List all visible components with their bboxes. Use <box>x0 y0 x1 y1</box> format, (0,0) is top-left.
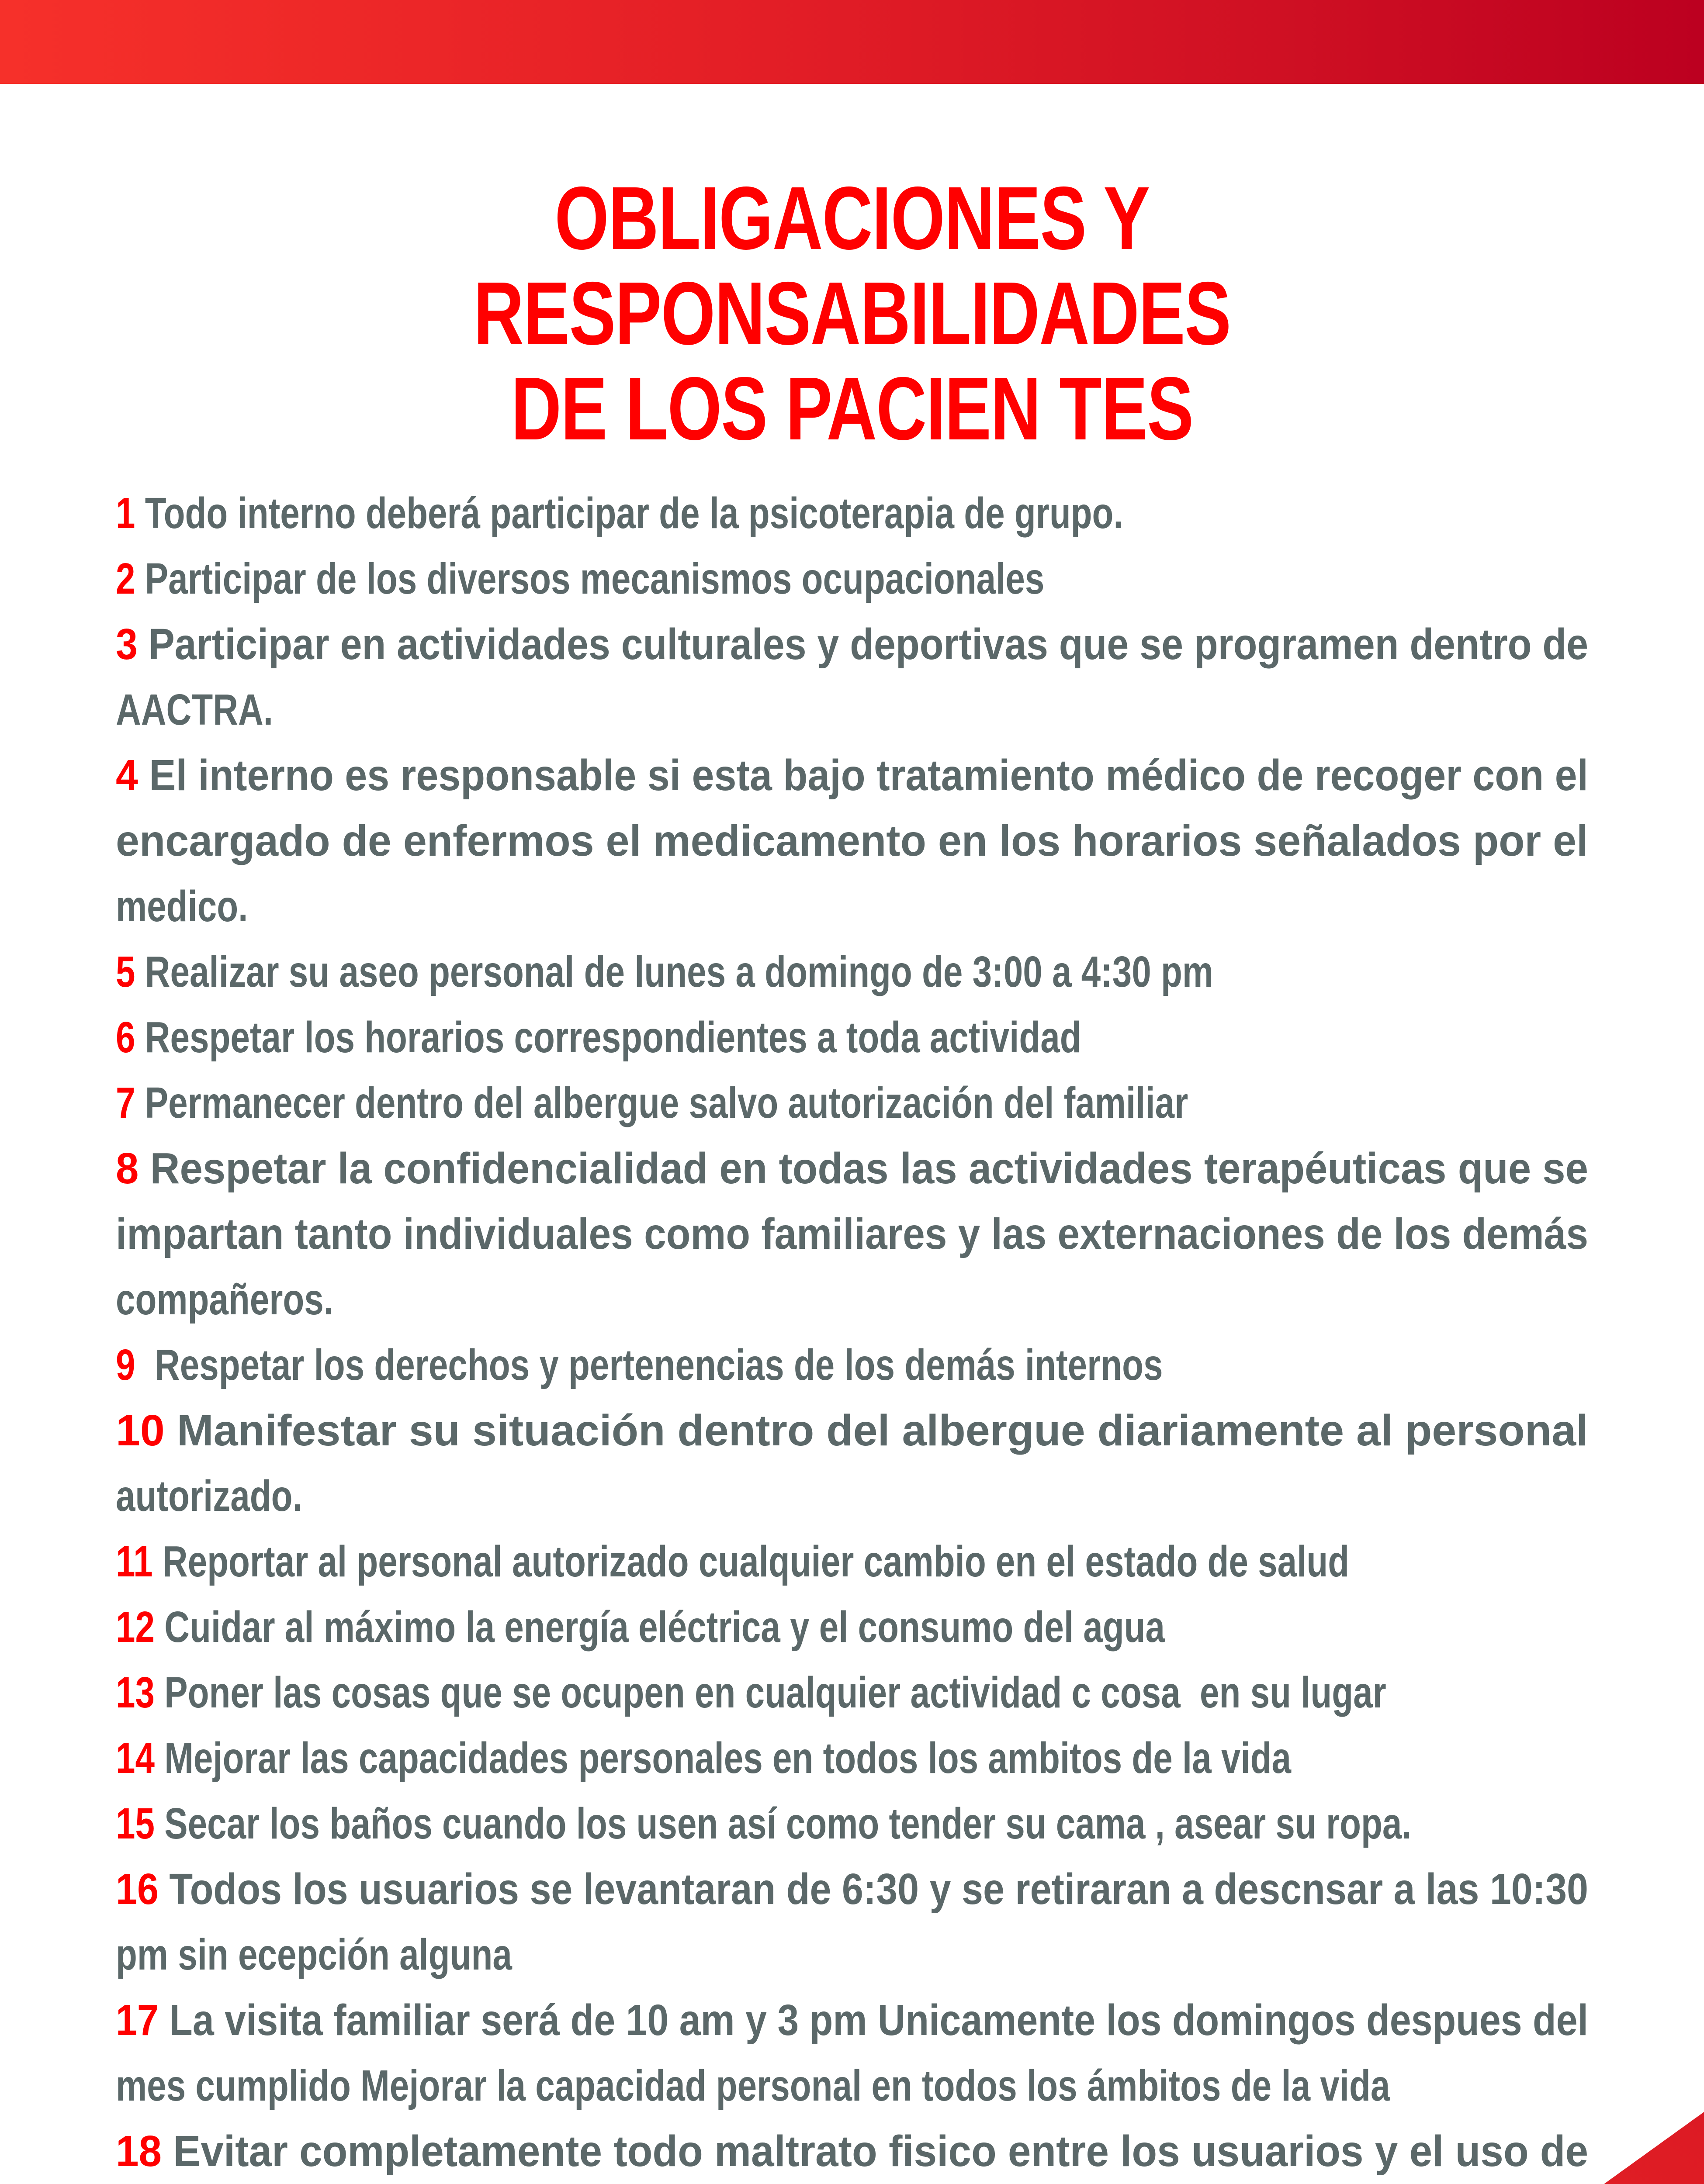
rule-text-wrap <box>116 1005 1081 1070</box>
rule-text: medico. <box>116 882 248 931</box>
rule-number: 4 <box>116 751 138 800</box>
rule-text-wrap <box>116 1725 1291 1791</box>
rule-number: 11 <box>116 1537 153 1586</box>
rule-line <box>116 1267 1588 1332</box>
title-line: RESPONSABILIDADES <box>473 263 1231 363</box>
rule-text-wrap <box>116 546 1044 612</box>
rule-text-wrap <box>116 1463 302 1529</box>
rule-line <box>116 1660 1588 1725</box>
rule-text: mes cumplido Mejorar la capacidad personal en todos los ámbitos de la vida <box>116 2061 1390 2110</box>
rule-number: 1 <box>116 489 135 538</box>
rule-text: Manifestar su situación dentro del albergue diariamente al personal <box>177 1406 1588 1455</box>
rule-text: Respetar los horarios correspondientes a toda actividad <box>145 1013 1081 1062</box>
rule-text: Cuidar al máximo la energía eléctrica y el consumo del agua <box>164 1603 1165 1652</box>
rule-number: 13 <box>116 1668 155 1717</box>
rule-line <box>116 1463 1588 1529</box>
rule-text: encargado de enfermos el medicamento en los horarios señalados por el <box>116 816 1588 865</box>
rule-text-wrap <box>116 1856 1588 1922</box>
rule-number: 12 <box>116 1603 155 1652</box>
rule-text: Poner las cosas que se ocupen en cualquier actividad c cosa en su lugar <box>164 1668 1386 1717</box>
rule-line <box>116 1922 1588 1987</box>
rule-text: Participar de los diversos mecanismos ocupacionales <box>145 554 1045 603</box>
rule-text-wrap <box>116 1070 1188 1136</box>
rule-text: Realizar su aseo personal de lunes a domingo de 3:00 a 4:30 pm <box>145 947 1214 996</box>
rule-number: 2 <box>116 554 135 603</box>
rule-text-wrap <box>116 1136 1588 1201</box>
rule-text: Respetar los derechos y pertenencias de los demás internos <box>145 1341 1163 1389</box>
rule-number: 16 <box>116 1865 159 1914</box>
rule-line <box>116 808 1588 874</box>
rule-line <box>116 1398 1588 1463</box>
rule-number: 5 <box>116 947 135 996</box>
rule-number: 18 <box>116 2127 162 2176</box>
rule-text: Participar en actividades culturales y deportivas que se programen dentro de <box>148 620 1589 669</box>
rule-line <box>116 1070 1588 1136</box>
rule-line <box>116 874 1588 939</box>
rule-text-wrap <box>116 1987 1588 2053</box>
rule-line <box>116 612 1588 677</box>
rule-line <box>116 1791 1588 1856</box>
rule-line <box>116 1005 1588 1070</box>
rule-text-wrap <box>116 1398 1588 1463</box>
rule-line <box>116 1725 1588 1791</box>
rule-text: compañeros. <box>116 1275 333 1324</box>
rule-line <box>116 480 1588 546</box>
rule-text-wrap <box>116 1529 1349 1594</box>
rule-text-wrap <box>116 1201 1588 1267</box>
rule-text: autorizado. <box>116 1472 302 1521</box>
rule-number: 14 <box>116 1734 155 1783</box>
rule-line <box>116 939 1588 1005</box>
rule-text: Secar los baños cuando los usen así como tender su cama , asear su ropa. <box>164 1799 1412 1848</box>
rule-line <box>116 1529 1588 1594</box>
rule-text: Mejorar las capacidades personales en todos los ambitos de la vida <box>164 1734 1291 1783</box>
rule-text-wrap <box>116 480 1123 546</box>
rule-text: Reportar al personal autorizado cualquier cambio en el estado de salud <box>162 1537 1350 1586</box>
rule-line <box>116 546 1588 612</box>
rule-number: 15 <box>116 1799 155 1848</box>
rule-line <box>116 1201 1588 1267</box>
rule-text-wrap <box>116 1791 1412 1856</box>
rule-text-wrap <box>116 1594 1165 1660</box>
rule-number: 3 <box>116 620 138 669</box>
page-title <box>187 168 1517 459</box>
title-line: OBLIGACIONES Y <box>554 168 1150 268</box>
rule-number: 9 <box>116 1341 135 1389</box>
rule-text: Todo interno deberá participar de la psicoterapia de grupo. <box>145 489 1123 538</box>
rule-text-wrap <box>116 1922 512 1987</box>
rule-text: impartan tanto individuales como familiares y las externaciones de los demás <box>116 1209 1588 1258</box>
rule-text-wrap <box>116 677 273 743</box>
rule-number: 8 <box>116 1144 139 1193</box>
rule-text: El interno es responsable si esta bajo tratamiento médico de recoger con el <box>149 751 1589 800</box>
rule-number: 6 <box>116 1013 135 1062</box>
rule-number: 17 <box>116 1996 159 2045</box>
rule-line <box>116 1136 1588 1201</box>
rule-text: Evitar completamente todo maltrato fisico entre los usuarios y el uso de <box>173 2127 1588 2176</box>
rule-text-wrap <box>116 612 1588 677</box>
rule-line <box>116 1594 1588 1660</box>
rule-text-wrap <box>116 874 248 939</box>
rule-text-wrap <box>116 1267 333 1332</box>
rule-line <box>116 1332 1588 1398</box>
rule-line <box>116 1856 1588 1922</box>
top-banner <box>0 0 1704 84</box>
corner-ribbon-decoration <box>1180 2075 1704 2184</box>
rule-line <box>116 677 1588 743</box>
rule-text-wrap <box>116 939 1213 1005</box>
rule-text: pm sin ecepción alguna <box>116 1930 512 1979</box>
rule-text: AACTRA. <box>116 685 273 734</box>
rules-list <box>116 480 1588 2184</box>
rule-text-wrap <box>116 808 1588 874</box>
rule-text: La visita familiar será de 10 am y 3 pm Unicamente los domingos despues del <box>169 1996 1588 2045</box>
rule-line <box>116 743 1588 808</box>
title-line: DE LOS PACIEN TES <box>511 359 1193 459</box>
rule-number: 7 <box>116 1078 135 1127</box>
rule-text-wrap <box>116 1660 1386 1725</box>
rule-text: Respetar la confidencialidad en todas las actividades terapéuticas que se <box>150 1144 1589 1193</box>
rule-text-wrap <box>116 743 1588 808</box>
rule-text: Todos los usuarios se levantaran de 6:30 y se retiraran a descnsar a las 10:30 <box>169 1865 1588 1914</box>
rule-text: Permanecer dentro del albergue salvo autorización del familiar <box>145 1078 1188 1127</box>
rule-text-wrap <box>116 1332 1163 1398</box>
rule-line <box>116 1987 1588 2053</box>
rule-number: 10 <box>116 1406 165 1455</box>
